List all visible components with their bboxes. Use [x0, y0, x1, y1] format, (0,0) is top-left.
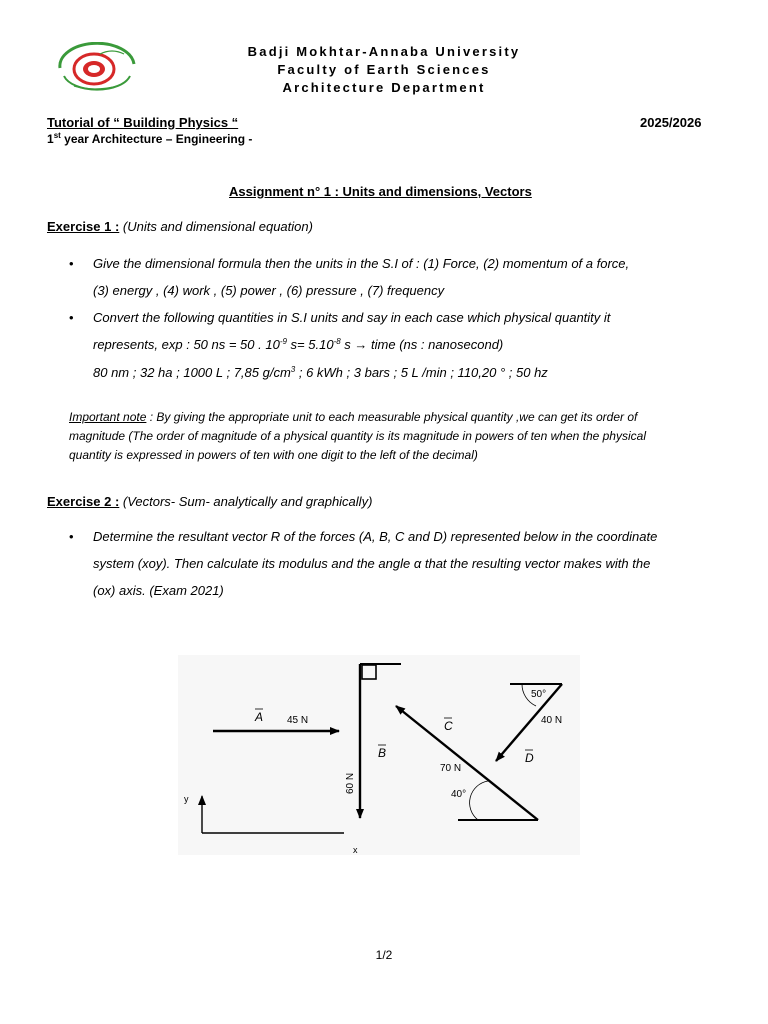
quantities-list: 80 nm ; 32 ha ; 1000 L ; 7,85 $g/cm^3$ ; 6 kWh ; 3 bars ; 5 L /min ; 110,20 ° ; 50 hz [93, 365, 548, 380]
axis-x-label: x [353, 845, 358, 855]
assignment-title: Assignment n° 1 : Units and dimensions, Vectors [229, 184, 532, 199]
force-d-label: 40 N [541, 715, 563, 726]
vector-b-label: B [378, 746, 387, 760]
exercise2-heading: Exercise 2 : (Vectors- Sum- analytically and graphically) [47, 494, 373, 509]
exercise2-bullet-line1: • Determine the resultant vector R of the forces (A, B, C and D) represented below in the coordinate [93, 529, 657, 544]
vector-c-label: C [444, 719, 453, 733]
exercise1-heading: Exercise 1 : (Units and dimensional equation) [47, 219, 313, 234]
university-name: Badji Mokhtar-Annaba University [247, 44, 521, 59]
vector-diagram [0, 640, 768, 870]
force-c-label: 70 N [440, 763, 462, 774]
academic-year: 2025/2026 [640, 115, 702, 130]
department-name: Architecture Department [282, 80, 486, 95]
exercise1-bullet1-line1: • Give the dimensional formula then the units in the S.I of : (1) Force, (2) momentum of a force, [93, 256, 629, 271]
exercise1-bullet2-line2: represents, exp : 50 ns = 50 . $10^{-9}$ $s= 5.10^{-8}$ s → time (ns : nanosecond) [93, 337, 504, 352]
important-note-line2: magnitude (The order of magnitude of a physical quantity is its magnitude in powers of ten when the physical [69, 429, 646, 443]
important-note-line3: quantity is expressed in powers of ten with one digit to the left of the decimal) [69, 448, 478, 462]
page-number: 1/2 [375, 948, 393, 962]
force-b-label: 60 N [345, 772, 356, 794]
course-title: Tutorial of “ Building Physics “ [47, 115, 239, 130]
vector-d-label: D [525, 751, 534, 765]
exercise1-bullet2-line1: • Convert the following quantities in S.I units and say in each case which physical quantity it [93, 310, 610, 325]
vector-a-label: A [255, 710, 264, 724]
force-a-label: 45 N [287, 715, 309, 726]
course-level: 1st year Architecture – Engineering - [47, 131, 253, 146]
axis-y-label: y [184, 794, 189, 804]
angle-c-label: 40° [451, 789, 467, 800]
exercise1-bullet1-line2: (3) energy , (4) work , (5) power , (6) pressure , (7) frequency [93, 283, 445, 298]
exercise2-bullet-line3: (ox) axis. (Exam 2021) [93, 583, 224, 598]
faculty-name: Faculty of Earth Sciences [277, 62, 491, 77]
important-note-line1: Important note : By giving the appropriate unit to each measurable physical quantity ,we can get its order of [69, 410, 638, 424]
exercise2-bullet-line2: system (xoy). Then calculate its modulus and the angle α that the resulting vector makes with the [93, 556, 651, 571]
angle-d-label: 50° [531, 689, 547, 700]
